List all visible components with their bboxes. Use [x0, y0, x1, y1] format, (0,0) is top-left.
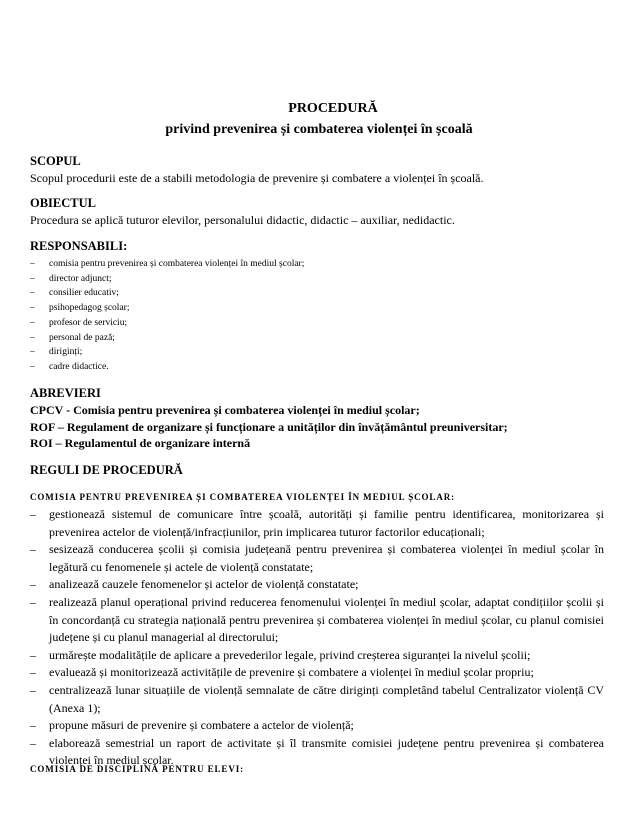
list-item: – cadre didactice. — [30, 360, 604, 375]
list-item: – psihopedagog școlar; — [30, 301, 604, 316]
abbreviations-section — [30, 385, 604, 452]
abbreviation-item: CPCV - Comisia pentru prevenirea și combaterea violenței în mediul școlar; — [30, 403, 420, 417]
responsible-heading: RESPONSABILI: — [30, 239, 128, 253]
objective-section — [30, 195, 604, 229]
list-item: – sesizează conducerea școlii și comisia județeană pentru prevenirea și combaterea violenței în mediul școlar în legătură cu fenomenele și actele de violență constatate; — [30, 541, 604, 576]
list-item: – consilier educativ; — [30, 286, 604, 301]
list-item: – centralizează lunar situațiile de violență semnalate de către diriginți completând tabelul Centralizator violență CV (Anexa 1); — [30, 682, 604, 717]
abbreviations-heading: ABREVIERI — [30, 386, 101, 400]
list-item: – personal de pază; — [30, 331, 604, 346]
abbreviation-item: ROF – Regulament de organizare și funcționare a unităților din învățământul preuniversitar; — [30, 419, 508, 434]
discipline-section — [30, 762, 604, 776]
commission-duties-list — [30, 506, 604, 770]
rules-section — [30, 462, 604, 479]
list-item: – gestionează sistemul de comunicare între școală, autorități și familie pentru identificarea, monitorizarea și prevenirea actelor de violență/infracțiunilor, prin implicarea tuturor factorilor educaționali; — [30, 506, 604, 541]
document-title: PROCEDURĂ — [288, 101, 378, 116]
commission-heading: COMISIA PENTRU PREVENIREA ȘI COMBATEREA VIOLENȚEI ÎN MEDIUL ȘCOLAR: — [30, 492, 456, 502]
list-item: – comisia pentru prevenirea și combaterea violenței în mediul școlar; — [30, 257, 604, 272]
list-item: – analizează cauzele fenomenelor și actelor de violență constatate; — [30, 576, 604, 594]
scope-heading: SCOPUL — [30, 154, 81, 168]
document-subtitle: privind prevenirea și combaterea violenței în școală — [165, 122, 473, 137]
rules-heading: REGULI DE PROCEDURĂ — [30, 463, 183, 477]
responsible-section — [30, 238, 604, 375]
responsible-list — [30, 257, 604, 375]
objective-heading: OBIECTUL — [30, 196, 96, 210]
objective-text: Procedura se aplică tuturor elevilor, personalului didactic, didactic – auxiliar, nedidactic. — [30, 213, 455, 227]
scope-text: Scopul procedurii este de a stabili metodologia de prevenire și combatere a violenței în școală. — [30, 171, 484, 185]
list-item: – director adjunct; — [30, 272, 604, 287]
abbreviation-item: ROI – Regulamentul de organizare internă — [30, 436, 251, 450]
list-item: – urmărește modalitățile de aplicare a prevederilor legale, privind creșterea siguranței la nivelul școlii; — [30, 647, 604, 665]
scope-section — [30, 153, 604, 187]
list-item: – realizează planul operațional privind reducerea fenomenului violenței în mediul școlar, adaptat condițiilor școlii și în concordanță cu strategia națională pentru prevenirea și combaterea violenței în mediul școlar, cu planul comisiei județene și cu planul managerial al directorului; — [30, 594, 604, 647]
discipline-heading: COMISIA DE DISCIPLINĂ PENTRU ELEVI: — [30, 764, 245, 774]
list-item: – evaluează și monitorizează activitățile de prevenire și combatere a violenței în mediul școlar propriu; — [30, 664, 604, 682]
commission-section — [30, 490, 604, 770]
list-item: – propune măsuri de prevenire și combatere a actelor de violență; — [30, 717, 604, 735]
list-item: – profesor de serviciu; — [30, 316, 604, 331]
list-item: – diriginți; — [30, 345, 604, 360]
list-item: – elaborează semestrial un raport de activitate și îl transmite comisiei județene pentru prevenirea și combaterea violenței în mediul școlar. — [30, 735, 604, 770]
